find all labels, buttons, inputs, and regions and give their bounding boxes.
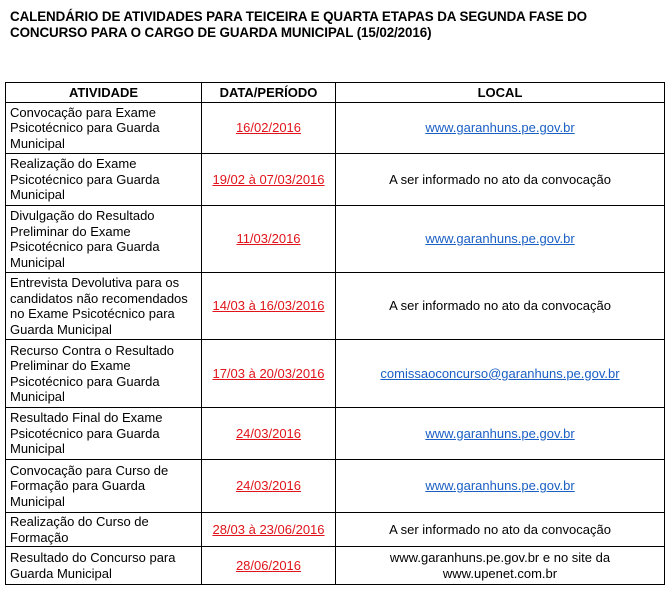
local-text: A ser informado no ato da convocação (389, 521, 611, 537)
local-text: A ser informado no ato da convocação (389, 298, 611, 314)
local-link[interactable]: comissaoconcurso@garanhuns.pe.gov.br (380, 365, 620, 381)
local-link[interactable]: www.garanhuns.pe.gov.br (425, 425, 575, 441)
activity-cell (6, 460, 202, 513)
date-text: 28/06/2016 (235, 557, 302, 573)
date-text: 19/02 à 07/03/2016 (212, 171, 325, 187)
header-atividade: ATIVIDADE (6, 83, 202, 103)
activity-cell (6, 103, 202, 154)
local-cell (336, 340, 665, 408)
local-cell (336, 547, 665, 585)
header-local: LOCAL (336, 83, 665, 103)
date-text: 28/03 à 23/06/2016 (212, 521, 325, 537)
table-row (6, 206, 665, 273)
local-cell (336, 154, 665, 206)
activity-text: Recurso Contra o Resultado Preliminar do Exame Psicotécnico para Guarda Municipal (10, 342, 175, 404)
date-cell (202, 408, 336, 460)
activity-cell (6, 273, 202, 340)
date-text: 24/03/2016 (235, 478, 302, 494)
date-text: 17/03 à 20/03/2016 (212, 365, 325, 381)
activity-cell (6, 547, 202, 585)
local-link[interactable]: www.garanhuns.pe.gov.br (425, 478, 575, 494)
date-cell (202, 154, 336, 206)
local-cell (336, 513, 665, 547)
date-cell (202, 547, 336, 585)
local-text: www.garanhuns.pe.gov.br e no site da www.upenet.com.br (389, 550, 611, 581)
document-title: CALENDÁRIO DE ATIVIDADES PARA TEICEIRA E QUARTA ETAPAS DA SEGUNDA FASE DO CONCURSO PARA O CARGO DE GUARDA MUNICIPAL (15/02/2016) (10, 9, 587, 40)
activity-cell (6, 513, 202, 547)
activity-text: Convocação para Exame Psicotécnico para Guarda Municipal (10, 104, 160, 151)
table-row (6, 103, 665, 154)
date-cell (202, 273, 336, 340)
date-text: 11/03/2016 (236, 231, 301, 247)
activity-text: Resultado do Concurso para Guarda Municipal (10, 550, 176, 581)
date-text: 24/03/2016 (235, 425, 302, 441)
date-cell (202, 206, 336, 273)
activity-cell (6, 154, 202, 206)
activity-text: Realização do Exame Psicotécnico para Guarda Municipal (10, 156, 160, 203)
date-cell (202, 460, 336, 513)
activity-cell (6, 408, 202, 460)
activity-text: Entrevista Devolutiva para os candidatos não recomendados no Exame Psicotécnico para Guarda Municipal (10, 275, 188, 337)
local-cell (336, 103, 665, 154)
table-header-row (6, 83, 665, 103)
local-cell (336, 206, 665, 273)
table-row (6, 460, 665, 513)
activity-cell (6, 206, 202, 273)
local-cell (336, 408, 665, 460)
local-link[interactable]: www.garanhuns.pe.gov.br (425, 120, 575, 136)
local-text: A ser informado no ato da convocação (389, 171, 611, 187)
date-cell (202, 103, 336, 154)
date-cell (202, 513, 336, 547)
schedule-table (5, 82, 665, 585)
table-row (6, 273, 665, 340)
local-cell (336, 460, 665, 513)
local-cell (336, 273, 665, 340)
activity-text: Resultado Final do Exame Psicotécnico para Guarda Municipal (10, 410, 163, 457)
activity-text: Divulgação do Resultado Preliminar do Exame Psicotécnico para Guarda Municipal (10, 208, 160, 270)
activity-text: Convocação para Curso de Formação para Guarda Municipal (10, 462, 169, 509)
date-text: 16/02/2016 (235, 120, 302, 136)
table-row (6, 547, 665, 585)
activity-cell (6, 340, 202, 408)
date-cell (202, 340, 336, 408)
activity-text: Realização do Curso de Formação (10, 514, 149, 545)
header-data: DATA/PERÍODO (202, 83, 336, 103)
table-row (6, 154, 665, 206)
local-link[interactable]: www.garanhuns.pe.gov.br (425, 231, 575, 247)
table-row (6, 340, 665, 408)
table-row (6, 408, 665, 460)
table-row (6, 513, 665, 547)
date-text: 14/03 à 16/03/2016 (212, 298, 325, 314)
